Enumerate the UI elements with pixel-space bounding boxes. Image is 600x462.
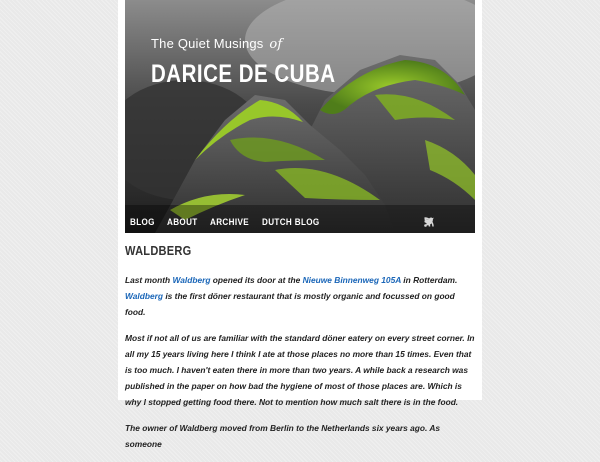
site-tagline xyxy=(151,36,282,52)
address-link[interactable]: Nieuwe Binnenweg 105A xyxy=(302,275,401,285)
nav-item-archive[interactable]: ARCHIVE xyxy=(209,217,249,227)
post-title[interactable]: WALDBERG xyxy=(125,243,192,258)
post xyxy=(125,243,475,462)
social-links xyxy=(423,216,459,228)
tagline-of: of xyxy=(269,37,283,52)
header-hero-image xyxy=(125,0,475,233)
tagline-text: The Quiet Musings xyxy=(151,36,264,51)
nav-item-about[interactable]: ABOUT xyxy=(166,217,198,227)
nav-item-blog[interactable]: BLOG xyxy=(130,217,155,227)
post-paragraph-2: Most if not all of us are familiar with the standard döner eatery on every street corner. In all my 15 years living here I think I ate at those places no more than 15 times. Even that is too much. I haven't eaten there in more than two years. A while back a research was published in the paper on how bad the hygiene of most of those places are. Which is why I stopped getting food there. Not to mention how much salt there is in the food. xyxy=(125,333,475,407)
text: in Rotterdam. xyxy=(400,275,458,285)
text: Last month xyxy=(125,275,173,285)
waldberg-link-2[interactable]: Waldberg xyxy=(125,291,164,301)
site-title[interactable]: DARICE DE CUBA xyxy=(151,60,336,88)
text: is the first döner restaurant that is mostly organic and focussed on good food. xyxy=(125,291,455,317)
post-paragraph-1 xyxy=(125,272,475,320)
waldberg-link[interactable]: Waldberg xyxy=(172,275,211,285)
nav-item-dutch-blog[interactable]: DUTCH BLOG xyxy=(261,217,320,227)
page-container xyxy=(118,0,482,449)
post-paragraph-3: The owner of Waldberg moved from Berlin to the Netherlands six years ago. As someone xyxy=(125,423,441,449)
mossy-rocks-photo xyxy=(125,0,475,233)
rss-icon[interactable] xyxy=(447,216,459,228)
text: opened its door at the xyxy=(210,275,303,285)
